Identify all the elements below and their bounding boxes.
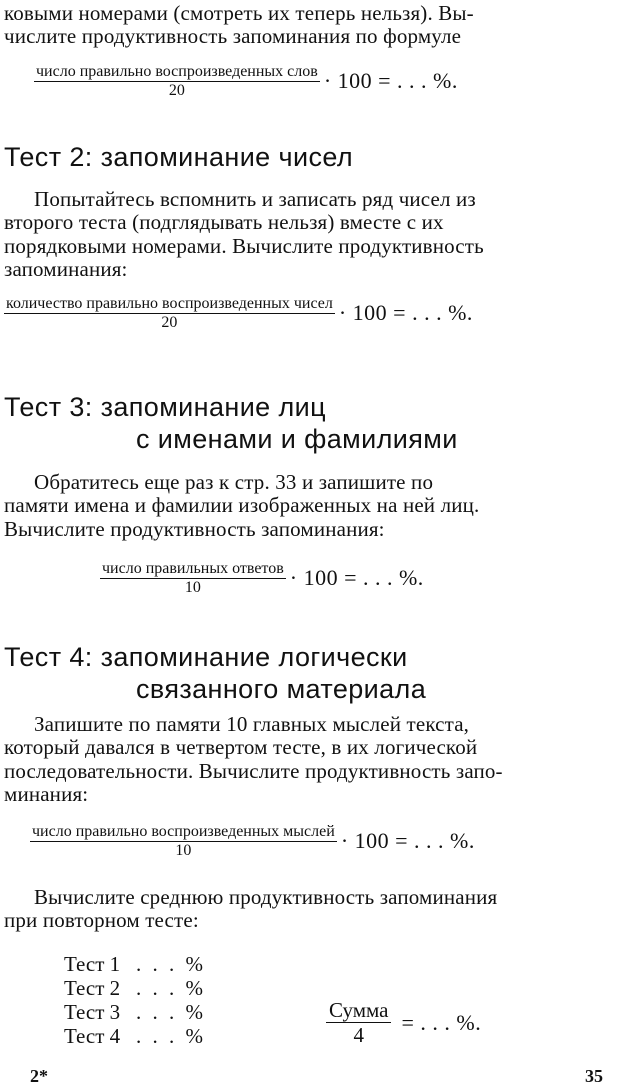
fraction — [4, 294, 335, 332]
denominator: 20 — [161, 314, 178, 331]
text-line: ковыми номерами (смотреть их теперь нельзя). Вы- — [4, 1, 474, 25]
numerator: число правильно воспроизведенных слов — [36, 63, 318, 80]
text-line: минания: — [4, 781, 89, 806]
text-line: числите продуктивность запоминания по формуле — [4, 24, 462, 49]
text-line: последовательности. Вычислите продуктивность запо- — [4, 758, 503, 783]
formula-faces — [100, 559, 424, 597]
text-line: при повторном тесте: — [4, 908, 199, 933]
test-label: Тест 4 — [64, 1024, 121, 1048]
test4-paragraph — [4, 713, 612, 806]
numerator: количество правильно воспроизведенных чисел — [6, 295, 333, 312]
test-row — [64, 1024, 206, 1048]
test-results-list — [64, 952, 206, 1048]
intro-paragraph — [4, 2, 612, 49]
formula-thoughts — [30, 822, 475, 860]
denominator: 10 — [184, 579, 201, 596]
text-line: второго теста (подглядывать нельзя) вместе с их — [4, 210, 444, 235]
test-value: . . . % — [136, 1000, 206, 1024]
fraction — [30, 822, 337, 860]
test-row — [64, 1000, 206, 1024]
text-line: Вычислите продуктивность запоминания: — [4, 516, 385, 541]
test-value: . . . % — [136, 976, 206, 1000]
heading-test-2: Тест 2: запоминание чисел — [4, 142, 354, 172]
formula-tail: = . . . %. — [401, 1009, 482, 1035]
test3-paragraph — [4, 471, 612, 541]
test2-paragraph — [4, 188, 612, 281]
test-value: . . . % — [136, 1024, 206, 1048]
text-line: Попытайтесь вспомнить и записать ряд чисел из — [34, 187, 476, 211]
numerator: число правильных ответов — [102, 560, 284, 577]
page-number: 35 — [585, 1066, 603, 1086]
text-line: Вычислите среднюю продуктивность запоминания — [34, 885, 498, 909]
average-paragraph — [4, 886, 612, 933]
fraction — [100, 559, 286, 597]
formula-numbers — [4, 294, 473, 332]
formula-tail: · 100 = . . . %. — [289, 565, 424, 590]
formula-tail: · 100 = . . . %. — [338, 300, 473, 325]
heading-test-3-line1: Тест 3: запоминание лиц — [4, 392, 326, 422]
heading-test-4-line2: связанного материала — [136, 674, 427, 704]
text-line: Запишите по памяти 10 главных мыслей текста, — [34, 712, 470, 736]
formula-words — [34, 62, 458, 100]
test-label: Тест 1 — [64, 952, 121, 976]
text-line: запоминания: — [4, 256, 128, 281]
text-line: памяти имена и фамилии изображенных на ней лиц. — [4, 493, 480, 518]
test-row — [64, 952, 206, 976]
text-line: который давался в четвертом тесте, в их логической — [4, 735, 478, 760]
formula-tail: · 100 = . . . %. — [323, 68, 458, 93]
test-label: Тест 2 — [64, 976, 121, 1000]
denominator: 4 — [353, 1023, 364, 1047]
heading-test-3-line2: с именами и фамилиями — [136, 424, 458, 454]
formula-average — [326, 998, 481, 1047]
fraction — [34, 62, 320, 100]
signature-mark: 2* — [30, 1066, 48, 1086]
test-row — [64, 976, 206, 1000]
text-line: порядковыми номерами. Вычислите продуктивность — [4, 233, 484, 258]
numerator: Сумма — [326, 998, 391, 1023]
text-line: Обратитесь еще раз к стр. 33 и запишите по — [34, 470, 434, 494]
fraction — [326, 998, 391, 1047]
formula-tail: · 100 = . . . %. — [340, 828, 475, 853]
test-label: Тест 3 — [64, 1000, 121, 1024]
denominator: 10 — [175, 842, 192, 859]
numerator: число правильно воспроизведенных мыслей — [32, 823, 335, 840]
heading-test-4-line1: Тест 4: запоминание логически — [4, 642, 408, 672]
denominator: 20 — [168, 82, 185, 99]
test-value: . . . % — [136, 952, 206, 976]
